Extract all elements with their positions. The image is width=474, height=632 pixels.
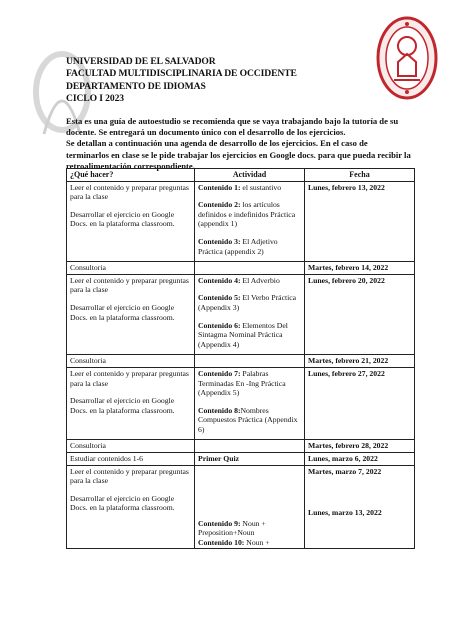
activity-cell	[195, 367, 305, 440]
quiz-label: Primer Quiz	[195, 453, 305, 466]
table-row-quiz	[67, 453, 415, 466]
study-label: Estudiar contenidos 1-6	[67, 453, 195, 466]
content-item: Contenido 3: El Adjetivo Práctica (appendix 2)	[198, 236, 278, 256]
content-item: Contenido 9: Noun + Preposition+Noun	[198, 518, 266, 538]
schedule-table	[66, 168, 415, 549]
date-cell: Lunes, febrero 27, 2022	[305, 367, 415, 440]
activity-cell	[195, 274, 305, 355]
header-department: DEPARTAMENTO DE IDIOMAS	[66, 80, 206, 92]
table-row-consult	[67, 262, 415, 275]
consult-activity	[195, 262, 305, 275]
task-cell	[67, 181, 195, 262]
activity-cell	[195, 465, 305, 549]
date-cell: Lunes, febrero 20, 2022	[305, 274, 415, 355]
content-item: Contenido 7: Palabras Terminadas En -Ing Práctica (Appendix 5)	[198, 368, 286, 398]
consult-label: Consultoria	[67, 355, 195, 368]
document-header	[66, 56, 297, 106]
table-row-consult	[67, 355, 415, 368]
task-develop: Desarrollar el ejercicio en Google Docs. en la plataforma classroom.	[70, 493, 175, 513]
university-seal-right	[376, 16, 438, 100]
intro-text	[66, 116, 412, 172]
consult-label: Consultoria	[67, 262, 195, 275]
task-develop: Desarrollar el ejercicio en Google Docs. en la plataforma classroom.	[70, 302, 175, 322]
task-read: Leer el contenido y preparar preguntas para la clase	[70, 182, 189, 202]
date-lunes: Lunes, marzo 13, 2022	[308, 508, 382, 518]
content-item: Contenido 10: Noun +	[198, 537, 270, 547]
task-cell	[67, 274, 195, 355]
table-header-row	[67, 169, 415, 182]
quiz-date: Lunes, marzo 6, 2022	[305, 453, 415, 466]
header-date: Fecha	[305, 169, 415, 182]
content-item: Contenido 2: los artículos definidos e indefinidos Práctica (appendix 1)	[198, 200, 296, 229]
consult-activity	[195, 355, 305, 368]
header-activity: Actividad	[195, 169, 305, 182]
consult-date: Martes, febrero 28, 2022	[305, 440, 415, 453]
table-row	[67, 367, 415, 440]
task-read: Leer el contenido y preparar preguntas para la clase	[70, 368, 189, 388]
content-item: Contenido 5: El Verbo Práctica (Appendix 3)	[198, 293, 297, 312]
consult-date: Martes, febrero 21, 2022	[305, 355, 415, 368]
task-read: Leer el contenido y preparar preguntas para la clase	[70, 466, 189, 486]
content-item: Contenido 8:Nombres Compuestos Práctica (Appendix 6)	[198, 405, 298, 434]
table-row-consult	[67, 440, 415, 453]
task-develop: Desarrollar el ejercicio en Google Docs. en la plataforma classroom.	[70, 396, 175, 415]
content-item: Contenido 4: El Adverbio	[198, 275, 280, 285]
intro-paragraph-1: Esta es una guía de autoestudio se recomienda que se vaya trabajando bajo la tutoría de su docente. Se entregará un documento único con el desarrollo de los ejercicios.	[66, 116, 399, 138]
header-cycle: CICLO I 2023	[66, 93, 124, 105]
task-cell	[67, 367, 195, 440]
task-read: Leer el contenido y preparar preguntas para la clase	[70, 275, 189, 295]
header-university: UNIVERSIDAD DE EL SALVADOR	[66, 56, 216, 67]
task-cell	[67, 465, 195, 549]
task-develop: Desarrollar el ejercicio en Google Docs. en la plataforma classroom.	[70, 209, 175, 229]
date-martes: Martes, marzo 7, 2022	[308, 466, 382, 476]
date-cell	[305, 465, 415, 549]
content-item: Contenido 1: el sustantivo	[198, 182, 282, 192]
table-row	[67, 274, 415, 355]
consult-label: Consultoria	[67, 440, 195, 453]
date-cell: Lunes, febrero 13, 2022	[305, 181, 415, 262]
activity-cell	[195, 181, 305, 262]
header-faculty: FACULTAD MULTIDISCIPLINARIA DE OCCIDENTE	[66, 68, 297, 80]
intro-paragraph-2: Se detallan a continuación una agenda de desarrollo de los ejercicios. En el caso de terminarlos en clase se le pide trabajar los ejercicios en Google docs. para que pueda recibir la retroalimentación correspondiente.	[66, 138, 411, 171]
consult-activity	[195, 440, 305, 453]
table-row	[67, 181, 415, 262]
consult-date: Martes, febrero 14, 2022	[305, 262, 415, 275]
content-item: Contenido 6: Elementos Del Sintagma Nominal Práctica (Appendix 4)	[198, 320, 288, 349]
table-row	[67, 465, 415, 549]
header-what: ¿Qué hacer?	[67, 169, 195, 182]
